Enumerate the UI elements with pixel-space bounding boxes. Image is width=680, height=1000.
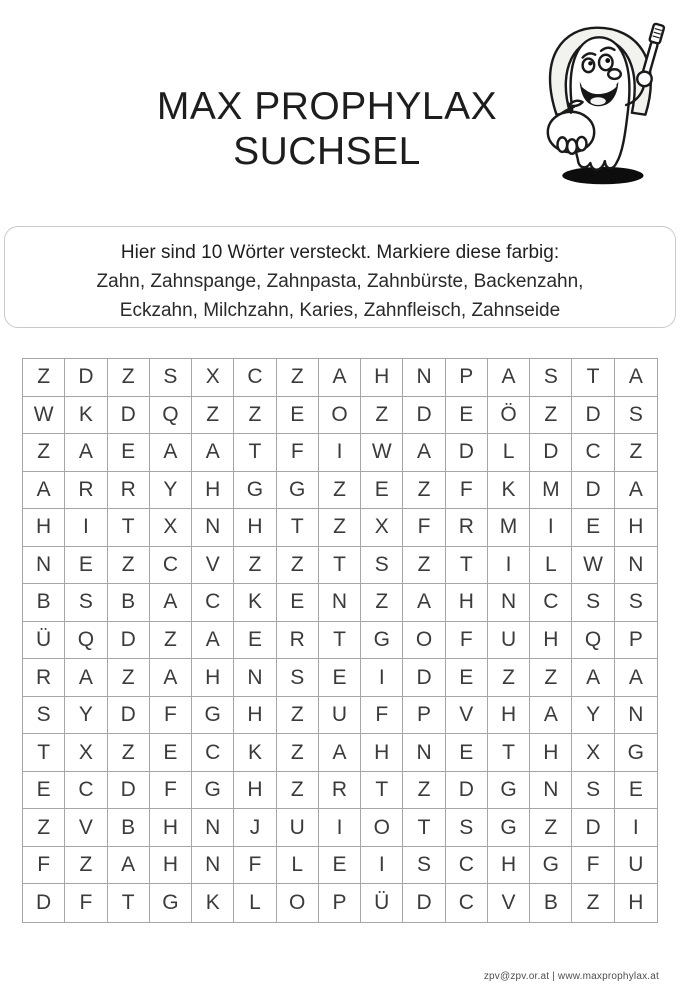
grid-cell: C: [234, 359, 276, 397]
grid-cell: A: [572, 659, 614, 697]
grid-cell: E: [277, 584, 319, 622]
grid-cell: F: [572, 847, 614, 885]
grid-cell: L: [488, 434, 530, 472]
grid-cell: Z: [234, 397, 276, 435]
grid-cell: N: [192, 847, 234, 885]
word-search-grid: [22, 358, 658, 923]
grid-cell: D: [446, 772, 488, 810]
grid-cell: A: [150, 584, 192, 622]
grid-cell: G: [361, 622, 403, 660]
grid-cell: T: [361, 772, 403, 810]
grid-cell: S: [23, 697, 65, 735]
grid-cell: Z: [192, 397, 234, 435]
grid-cell: S: [572, 772, 614, 810]
grid-cell: S: [572, 584, 614, 622]
grid-cell: H: [234, 509, 276, 547]
grid-cell: T: [23, 734, 65, 772]
grid-cell: A: [23, 472, 65, 510]
grid-cell: D: [403, 884, 445, 922]
grid-cell: L: [234, 884, 276, 922]
grid-cell: S: [150, 359, 192, 397]
grid-cell: Ö: [488, 397, 530, 435]
grid-cell: N: [403, 359, 445, 397]
grid-cell: S: [446, 809, 488, 847]
left-pupil: [588, 61, 592, 65]
grid-cell: F: [403, 509, 445, 547]
grid-cell: A: [615, 472, 657, 510]
grid-cell: F: [234, 847, 276, 885]
grid-cell: F: [65, 884, 107, 922]
grid-cell: D: [108, 397, 150, 435]
grid-cell: D: [530, 434, 572, 472]
grid-cell: W: [361, 434, 403, 472]
grid-cell: G: [192, 772, 234, 810]
grid-cell: H: [361, 359, 403, 397]
grid-cell: H: [234, 697, 276, 735]
grid-cell: G: [615, 734, 657, 772]
grid-cell: F: [150, 697, 192, 735]
word-list-line-1: Zahn, Zahnspange, Zahnpasta, Zahnbürste, Backenzahn,: [96, 271, 584, 292]
grid-cell: E: [65, 547, 107, 585]
grid-cell: A: [150, 659, 192, 697]
grid-cell: O: [277, 884, 319, 922]
grid-cell: I: [361, 847, 403, 885]
word-list-line-2: Eckzahn, Milchzahn, Karies, Zahnfleisch, Zahnseide: [119, 300, 561, 321]
grid-cell: E: [277, 397, 319, 435]
nose: [608, 69, 621, 79]
grid-cell: Z: [403, 547, 445, 585]
grid-cell: D: [23, 884, 65, 922]
grid-cell: A: [65, 434, 107, 472]
grid-cell: H: [628, 891, 644, 915]
grid-cell: T: [488, 734, 530, 772]
grid-cell: N: [23, 547, 65, 585]
grid-cell: Z: [277, 772, 319, 810]
grid-cell: B: [108, 584, 150, 622]
grid-cell: Z: [234, 547, 276, 585]
grid-cell: T: [319, 622, 361, 660]
grid-cell: Q: [572, 622, 614, 660]
grid-cell: I: [319, 434, 361, 472]
grid-cell: S: [615, 584, 657, 622]
grid-cell: T: [108, 884, 150, 922]
grid-cell: U: [319, 697, 361, 735]
grid-cell: I: [530, 509, 572, 547]
grid-cell: F: [23, 847, 65, 885]
grid-cell: Z: [277, 547, 319, 585]
grid-cell: K: [192, 884, 234, 922]
grid-cell: R: [446, 509, 488, 547]
grid-cell: T: [319, 547, 361, 585]
grid-cell: N: [234, 659, 276, 697]
grid-cell: D: [108, 622, 150, 660]
grid-cell: D: [108, 772, 150, 810]
grid-cell: W: [572, 547, 614, 585]
grid-cell: H: [488, 847, 530, 885]
grid-cell: Z: [403, 772, 445, 810]
grid-cell: V: [488, 884, 530, 922]
finger-1: [557, 137, 567, 152]
grid-cell: A: [65, 659, 107, 697]
grid-cell: R: [108, 472, 150, 510]
grid-cell: H: [23, 509, 65, 547]
grid-cell: E: [572, 509, 614, 547]
grid-cell: P: [319, 884, 361, 922]
grid-cell: Z: [108, 359, 150, 397]
grid-cell: D: [403, 659, 445, 697]
grid-cell: Z: [403, 472, 445, 510]
grid-cell: E: [150, 734, 192, 772]
grid-cell: V: [446, 697, 488, 735]
grid-cell: G: [530, 847, 572, 885]
grid-cell: M: [488, 509, 530, 547]
grid-cell: Z: [108, 659, 150, 697]
grid-cell: C: [572, 434, 614, 472]
grid-cell: E: [446, 659, 488, 697]
grid-cell: C: [150, 547, 192, 585]
grid-cell: Z: [615, 434, 657, 472]
grid-cell: O: [403, 622, 445, 660]
grid-cell: A: [108, 847, 150, 885]
grid-cell: R: [23, 659, 65, 697]
grid-cell: K: [234, 734, 276, 772]
grid-cell: D: [572, 472, 614, 510]
grid-cell: Z: [277, 697, 319, 735]
grid-cell: Ü: [361, 884, 403, 922]
grid-cell: Z: [23, 359, 65, 397]
grid-cell: Y: [572, 697, 614, 735]
finger-2: [567, 139, 577, 154]
grid-cell: T: [403, 809, 445, 847]
grid-cell: A: [319, 734, 361, 772]
grid-cell: Q: [150, 397, 192, 435]
grid-cell: G: [488, 772, 530, 810]
grid-cell: S: [361, 547, 403, 585]
grid-cell: N: [192, 809, 234, 847]
grid-cell: S: [403, 847, 445, 885]
grid-cell: H: [234, 772, 276, 810]
grid-cell: B: [108, 809, 150, 847]
grid-cell: O: [361, 809, 403, 847]
grid-cell: A: [319, 359, 361, 397]
grid-cell: L: [530, 547, 572, 585]
grid-cell: A: [150, 434, 192, 472]
mascot-shadow: [562, 167, 643, 184]
grid-cell: F: [361, 697, 403, 735]
grid-cell: K: [234, 584, 276, 622]
grid-cell: N: [615, 697, 657, 735]
grid-cell: F: [277, 434, 319, 472]
grid-cell: Y: [65, 697, 107, 735]
grid-cell: U: [488, 622, 530, 660]
grid-cell: A: [530, 697, 572, 735]
left-eye: [583, 59, 595, 73]
grid-cell: X: [361, 509, 403, 547]
grid-cell: A: [615, 659, 657, 697]
grid-cell: I: [319, 809, 361, 847]
grid-cell: U: [615, 847, 657, 885]
grid-cell: D: [572, 397, 614, 435]
grid-cell: V: [65, 809, 107, 847]
grid-cell: Z: [488, 659, 530, 697]
grid-cell: R: [277, 622, 319, 660]
grid-cell: H: [361, 734, 403, 772]
grid-cell: Z: [319, 472, 361, 510]
grid-cell: D: [108, 697, 150, 735]
grid-cell: Z: [361, 584, 403, 622]
grid-cell: T: [572, 359, 614, 397]
grid-cell: F: [446, 472, 488, 510]
grid-cell: Z: [277, 359, 319, 397]
grid-cell: P: [615, 622, 657, 660]
grid-cell: P: [446, 359, 488, 397]
grid-cell: P: [403, 697, 445, 735]
grid-cell: H: [192, 659, 234, 697]
grid-cell: Z: [277, 734, 319, 772]
grid-cell: R: [65, 472, 107, 510]
page-title-line1: MAX PROPHYLAX: [156, 85, 498, 128]
grid-cell: H: [530, 734, 572, 772]
grid-cell: M: [530, 472, 572, 510]
grid-cell: X: [572, 734, 614, 772]
grid-cell: A: [615, 359, 657, 397]
grid-cell: Q: [65, 622, 107, 660]
grid-cell: Z: [108, 734, 150, 772]
grid-cell: G: [277, 472, 319, 510]
right-pupil: [605, 58, 610, 63]
grid-cell: Z: [572, 884, 614, 922]
grid-cell: E: [446, 397, 488, 435]
grid-cell: C: [65, 772, 107, 810]
grid-cell: K: [488, 472, 530, 510]
grid-cell: G: [488, 809, 530, 847]
tongue: [590, 97, 605, 105]
grid-cell: S: [65, 584, 107, 622]
grid-cell: Z: [23, 434, 65, 472]
grid-cell: D: [572, 809, 614, 847]
grid-cell: E: [108, 434, 150, 472]
grid-cell: D: [65, 359, 107, 397]
grid-cell: A: [488, 359, 530, 397]
finger-3: [577, 137, 587, 151]
grid-cell: A: [192, 622, 234, 660]
grid-cell: Z: [108, 547, 150, 585]
grid-cell: A: [403, 584, 445, 622]
grid-cell: C: [192, 584, 234, 622]
grid-cell: E: [319, 659, 361, 697]
grid-cell: L: [277, 847, 319, 885]
grid-cell: Z: [361, 397, 403, 435]
grid-cell: H: [150, 809, 192, 847]
grid-cell: G: [192, 697, 234, 735]
footer-contact: zpv@zpv.or.at | www.maxprophylax.at: [483, 971, 659, 982]
grid-cell: H: [446, 584, 488, 622]
grid-cell: X: [150, 509, 192, 547]
grid-cell: S: [277, 659, 319, 697]
grid-cell: F: [150, 772, 192, 810]
grid-cell: F: [446, 622, 488, 660]
grid-cell: A: [403, 434, 445, 472]
grid-cell: N: [192, 509, 234, 547]
instructions-heading: Hier sind 10 Wörter versteckt. Markiere diese farbig:: [120, 242, 560, 263]
right-eye: [599, 55, 613, 70]
grid-cell: N: [615, 547, 657, 585]
grid-cell: Z: [150, 622, 192, 660]
grid-cell: E: [319, 847, 361, 885]
grid-cell: S: [615, 397, 657, 435]
grid-cell: H: [150, 847, 192, 885]
grid-cell: B: [23, 584, 65, 622]
grid-cell: D: [403, 397, 445, 435]
grid-cell: I: [488, 547, 530, 585]
grid-cell: N: [403, 734, 445, 772]
grid-cell: N: [488, 584, 530, 622]
grid-cell: U: [277, 809, 319, 847]
grid-cell: Ü: [23, 622, 65, 660]
grid-cell: H: [488, 697, 530, 735]
grid-cell: Z: [530, 397, 572, 435]
right-hand: [637, 72, 652, 87]
grid-cell: N: [530, 772, 572, 810]
tooth-mascot-image: [526, 18, 674, 192]
grid-cell: G: [150, 884, 192, 922]
grid-cell: S: [530, 359, 572, 397]
grid-cell: E: [23, 772, 65, 810]
grid-cell: B: [530, 884, 572, 922]
grid-cell: J: [234, 809, 276, 847]
grid-cell: R: [319, 772, 361, 810]
grid-cell: G: [234, 472, 276, 510]
grid-cell: O: [319, 397, 361, 435]
grid-cell: C: [446, 847, 488, 885]
grid-cell: K: [65, 397, 107, 435]
grid-cell: I: [615, 809, 657, 847]
grid-cell: T: [446, 547, 488, 585]
grid-cell: Z: [530, 809, 572, 847]
grid-cell: T: [234, 434, 276, 472]
grid-cell: Z: [23, 809, 65, 847]
grid-cell: N: [319, 584, 361, 622]
grid-cell: E: [234, 622, 276, 660]
grid-cell: E: [361, 472, 403, 510]
grid-cell: C: [530, 584, 572, 622]
grid-cell: X: [65, 734, 107, 772]
grid-cell: V: [192, 547, 234, 585]
grid-cell: E: [446, 734, 488, 772]
grid-cell: W: [23, 397, 65, 435]
instructions-box: [4, 226, 676, 328]
grid-cell: Y: [150, 472, 192, 510]
grid-cell: Z: [530, 659, 572, 697]
grid-cell: E: [615, 772, 657, 810]
grid-cell: Z: [319, 509, 361, 547]
grid-cell: I: [361, 659, 403, 697]
grid-cell: H: [530, 622, 572, 660]
grid-cell: H: [192, 472, 234, 510]
grid-cell: I: [65, 509, 107, 547]
grid-cell: D: [446, 434, 488, 472]
grid-cell: Z: [65, 847, 107, 885]
grid-cell: C: [446, 884, 488, 922]
grid-cell: T: [277, 509, 319, 547]
grid-cell: X: [192, 359, 234, 397]
grid-cell: C: [192, 734, 234, 772]
page-title-line2: SUCHSEL: [233, 130, 421, 173]
grid-cell: T: [108, 509, 150, 547]
grid-cell: A: [192, 434, 234, 472]
grid-cell: H: [615, 509, 657, 547]
